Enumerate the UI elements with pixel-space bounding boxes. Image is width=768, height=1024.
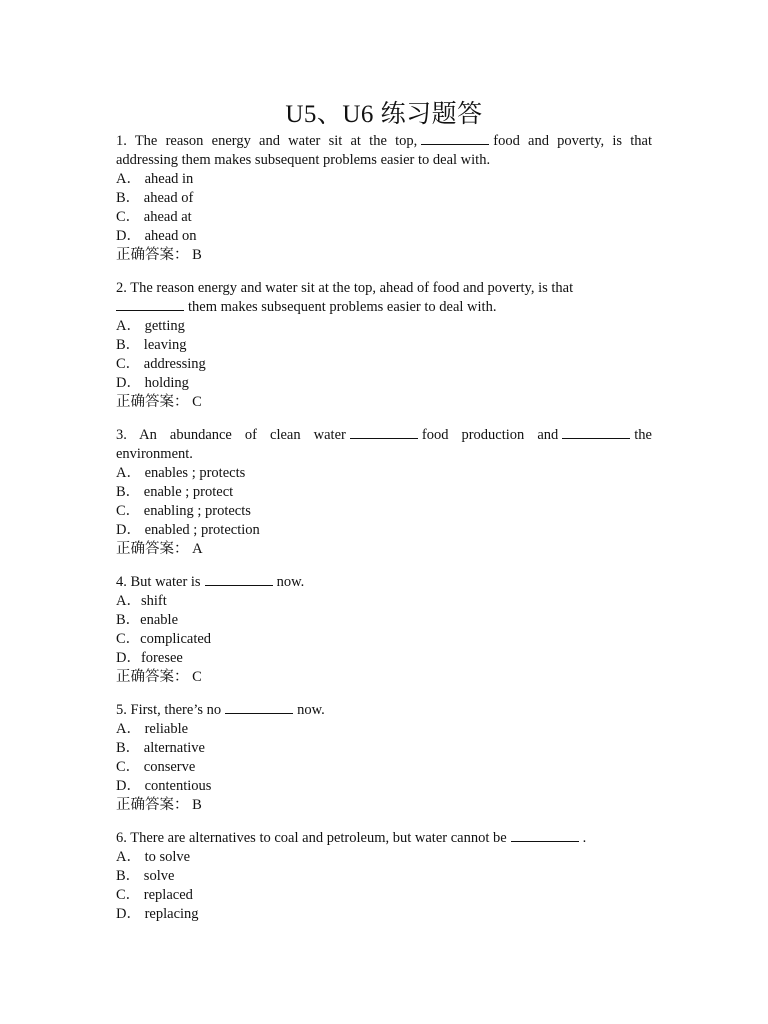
question-stem	[116, 829, 652, 848]
option-a: A． ahead in	[116, 171, 194, 187]
stem-text: 5. First, there’s no	[116, 702, 222, 718]
option-b: B． alternative	[116, 740, 205, 756]
option-c: C． replaced	[116, 887, 193, 903]
question-2	[116, 279, 652, 412]
question-6	[116, 829, 652, 924]
option-b: B．enable	[116, 612, 179, 628]
question-1	[116, 132, 652, 265]
option-b: B． solve	[116, 868, 175, 884]
answer-blank	[205, 573, 273, 586]
answer-blank	[350, 426, 418, 439]
option-c: C． conserve	[116, 759, 196, 775]
stem-text: now.	[297, 702, 325, 718]
question-list	[116, 132, 652, 924]
stem-text: 4. But water is	[116, 574, 201, 590]
question-4	[116, 573, 652, 687]
answer-blank	[116, 298, 184, 311]
option-b: B． leaving	[116, 337, 187, 353]
answer-blank	[225, 701, 293, 714]
question-stem	[116, 426, 652, 464]
option-c: C．complicated	[116, 631, 212, 647]
stem-text: them makes subsequent problems easier to deal with.	[188, 299, 497, 315]
stem-text: .	[582, 830, 587, 846]
option-a: A． getting	[116, 318, 185, 334]
option-c: C． ahead at	[116, 209, 192, 225]
question-5	[116, 701, 652, 815]
answer-blank	[511, 829, 579, 842]
option-d: D． ahead on	[116, 228, 197, 244]
option-b: B． ahead of	[116, 190, 194, 206]
option-c: C． addressing	[116, 356, 206, 372]
stem-text: 6. There are alternatives to coal and petroleum, but water cannot be	[116, 830, 507, 846]
question-stem	[116, 573, 652, 592]
question-stem	[116, 701, 652, 720]
option-a: A．shift	[116, 593, 167, 609]
stem-text: food and poverty, is that addressing them makes subsequent problems easier to deal with.	[116, 133, 652, 168]
option-d: D．foresee	[116, 650, 183, 666]
option-d: D． contentious	[116, 778, 212, 794]
correct-answer: 正确答案： C	[116, 394, 202, 410]
question-stem	[116, 132, 652, 170]
option-a: A． enables ; protects	[116, 465, 246, 481]
answer-blank	[562, 426, 630, 439]
correct-answer: 正确答案： B	[116, 247, 202, 263]
correct-answer: 正确答案： A	[116, 541, 203, 557]
option-d: D． enabled ; protection	[116, 522, 260, 538]
option-d: D． holding	[116, 375, 189, 391]
option-a: A． to solve	[116, 849, 191, 865]
stem-text: now.	[276, 574, 305, 590]
question-3	[116, 426, 652, 559]
option-c: C． enabling ; protects	[116, 503, 251, 519]
option-a: A． reliable	[116, 721, 189, 737]
option-d: D． replacing	[116, 906, 199, 922]
answer-blank	[421, 132, 489, 145]
correct-answer: 正确答案： C	[116, 669, 202, 685]
stem-text: the environment.	[116, 427, 652, 462]
correct-answer: 正确答案： B	[116, 797, 202, 813]
stem-text: food production and	[421, 427, 559, 443]
option-b: B． enable ; protect	[116, 484, 234, 500]
question-stem	[116, 279, 652, 317]
stem-text: 2. The reason energy and water sit at the top, ahead of food and poverty, is that	[116, 280, 574, 296]
stem-text: 1. The reason energy and water sit at the top,	[116, 133, 418, 149]
page-title: U5、U6 练习题答	[285, 101, 483, 128]
stem-text: 3. An abundance of clean water	[116, 427, 346, 443]
